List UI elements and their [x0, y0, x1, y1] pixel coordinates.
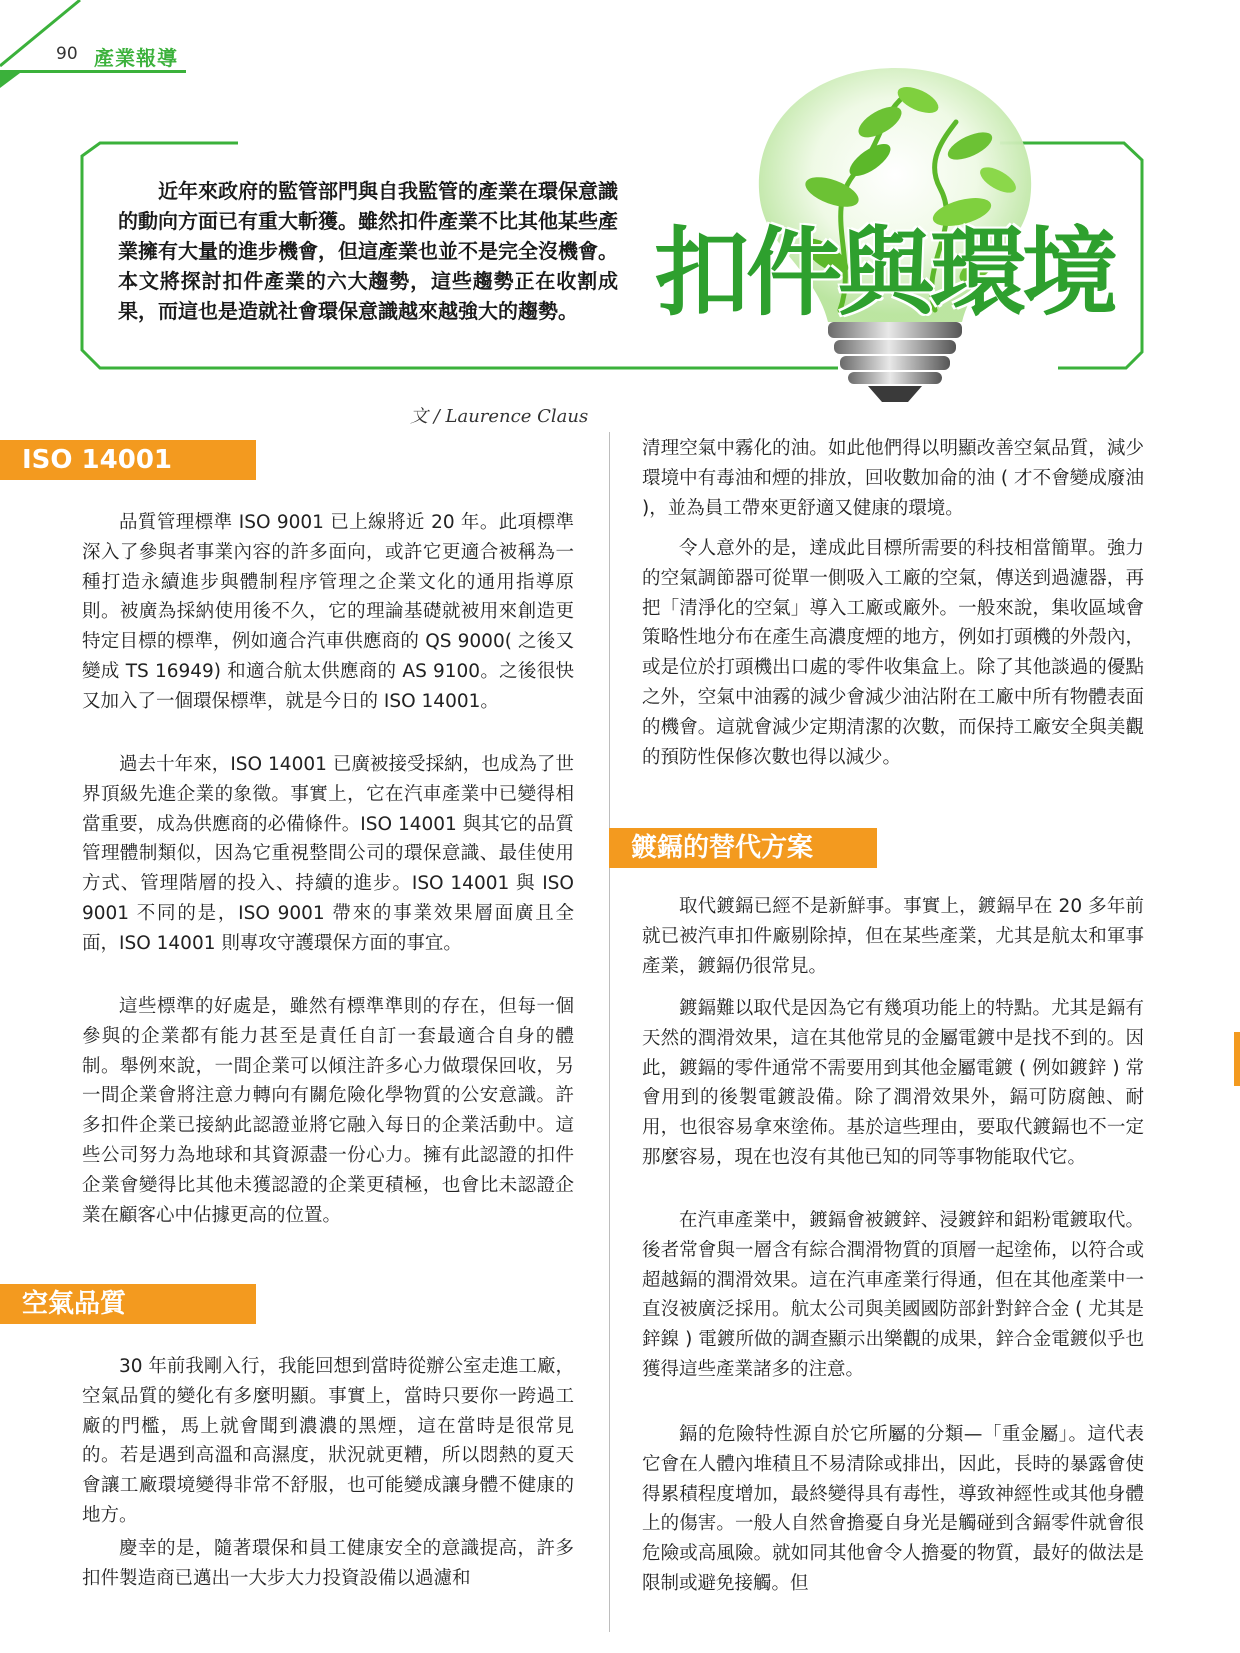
- column-divider: [609, 432, 610, 1632]
- heading-cadmium-alternatives: 鍍鎘的替代方案: [609, 828, 877, 868]
- article-title: 扣件與環境: [654, 217, 1114, 329]
- edge-tab-marker: [1234, 1032, 1240, 1086]
- air-paragraph-3: 令人意外的是，達成此目標所需要的科技相當簡單。強力的空氣調節器可從單一側吸入工廠的空氣，傳送到過濾器，再把「清淨化的空氣」導入工廠或廠外。一般來說，集收區域會策略性地分布在產生高濃度煙的地方，例如打頭機的外殼內，或是位於打頭機出口處的零件收集盒上。除了其他談過的優點之外，空氣中油霧的減少會減少油沾附在工廠中所有物體表面的機會。這就會減少定期清潔的次數，而保持工廠安全與美觀的預防性保修次數也得以減少。: [642, 538, 1144, 768]
- iso-paragraph-3: 這些標準的好處是，雖然有標準準則的存在，但每一個參與的企業都有能力甚至是責任自訂一套最適合自身的體制。舉例來說，一間企業可以傾注許多心力做環保回收，另一間企業會將注意力轉向有關危險化學物質的公安意識。許多扣件企業已接納此認證並將它融入每日的企業活動中。這些公司努力為地球和其資源盡一份心力。擁有此認證的扣件企業會變得比其他未獲認證的企業更積極，也會比未認證企業在顧客心中佔據更高的位置。: [82, 996, 574, 1226]
- cadmium-paragraph-2: 鍍鎘難以取代是因為它有幾項功能上的特點。尤其是鎘有天然的潤滑效果，這在其他常見的金屬電鍍中是找不到的。因此，鍍鎘的零件通常不需要用到其他金屬電鍍 ( 例如鍍鋅 ) 常會用到的後製電鍍設備。除了潤滑效果外，鎘可防腐蝕、耐用，也很容易拿來塗佈。基於這些理由，要取代鍍鎘也不一定那麼容易，現在也沒有其他已知的同等事物能取代它。: [642, 998, 1144, 1168]
- air-paragraph-1: 30 年前我剛入行，我能回想到當時從辦公室走進工廠，空氣品質的變化有多麼明顯。事實上，當時只要你一跨過工廠的門檻，馬上就會聞到濃濃的黑煙，這在當時是很常見的。若是遇到高溫和高濕度，狀況就更糟，所以悶熱的夏天會讓工廠環境變得非常不舒服，也可能變成讓身體不健康的地方。: [82, 1356, 574, 1526]
- iso-paragraph-1: 品質管理標準 ISO 9001 已上線將近 20 年。此項標準深入了參與者事業內容的許多面向，或許它更適合被稱為一種打造永續進步與體制程序管理之企業文化的通用指導原則。被廣為採納使用後不久，它的理論基礎就被用來創造更特定目標的標準，例如適合汽車供應商的 QS 9000( 之後又變成 TS 16949) 和適合航太供應商的 AS 9100。之後很快又加入了一個環保標準，就是今日的 ISO 14001。: [82, 512, 574, 712]
- byline: 文 / Laurence Claus: [410, 406, 589, 427]
- air-paragraph-2-continued: 清理空氣中霧化的油。如此他們得以明顯改善空氣品質，減少環境中有毒油和煙的排放，回收數加侖的油 ( 才不會變成廢油 )，並為員工帶來更舒適又健康的環境。: [642, 438, 1144, 519]
- heading-air-quality: 空氣品質: [0, 1284, 256, 1324]
- section-title: 產業報導: [94, 46, 178, 70]
- intro-text: 近年來政府的監管部門與自我監管的產業在環保意識的動向方面已有重大斬獲。雖然扣件產業不比其他某些產業擁有大量的進步機會，但這產業也並不是完全沒機會。本文將探討扣件產業的六大趨勢，這些趨勢正在收割成果，而這也是造就社會環保意識越來越強大的趨勢。: [118, 179, 618, 323]
- cadmium-paragraph-1: 取代鍍鎘已經不是新鮮事。事實上，鍍鎘早在 20 多年前就已被汽車扣件廠剔除掉，但在某些產業，尤其是航太和軍事產業，鍍鎘仍很常見。: [642, 896, 1144, 977]
- air-paragraph-2: 慶幸的是，隨著環保和員工健康安全的意識提高，許多扣件製造商已邁出一大步大力投資設備以過濾和: [82, 1538, 574, 1589]
- heading-iso-14001: ISO 14001: [0, 440, 256, 480]
- cadmium-paragraph-3: 在汽車產業中，鍍鎘會被鍍鋅、浸鍍鋅和鋁粉電鍍取代。後者常會與一層含有綜合潤滑物質的頂層一起塗佈，以符合或超越鎘的潤滑效果。這在汽車產業行得通，但在其他產業中一直沒被廣泛採用。航太公司與美國國防部針對鋅合金 ( 尤其是鋅鎳 ) 電鍍所做的調查顯示出樂觀的成果，鋅合金電鍍似乎也獲得這些產業諸多的注意。: [642, 1210, 1144, 1380]
- iso-paragraph-2: 過去十年來，ISO 14001 已廣被接受採納，也成為了世界頂級先進企業的象徵。事實上，它在汽車產業中已變得相當重要，成為供應商的必備條件。ISO 14001 與其它的品質管理體制類似，因為它重視整間公司的環保意識、最佳使用方式、管理階層的投入、持續的進步。ISO 14001 與 ISO 9001 不同的是，ISO 9001 帶來的事業效果層面廣且全面，ISO 14001 則專攻守護環保方面的事宜。: [82, 754, 574, 954]
- page-number: 90: [56, 44, 78, 64]
- cadmium-paragraph-4: 鎘的危險特性源自於它所屬的分類—「重金屬」。這代表它會在人體內堆積且不易清除或排出，因此，長時的暴露會使得累積程度增加，最終變得具有毒性，導致神經性或其他身體上的傷害。一般人自然會擔憂自身光是觸碰到含鎘零件就會很危險或高風險。就如同其他會令人擔憂的物質，最好的做法是限制或避免接觸。但: [642, 1424, 1144, 1594]
